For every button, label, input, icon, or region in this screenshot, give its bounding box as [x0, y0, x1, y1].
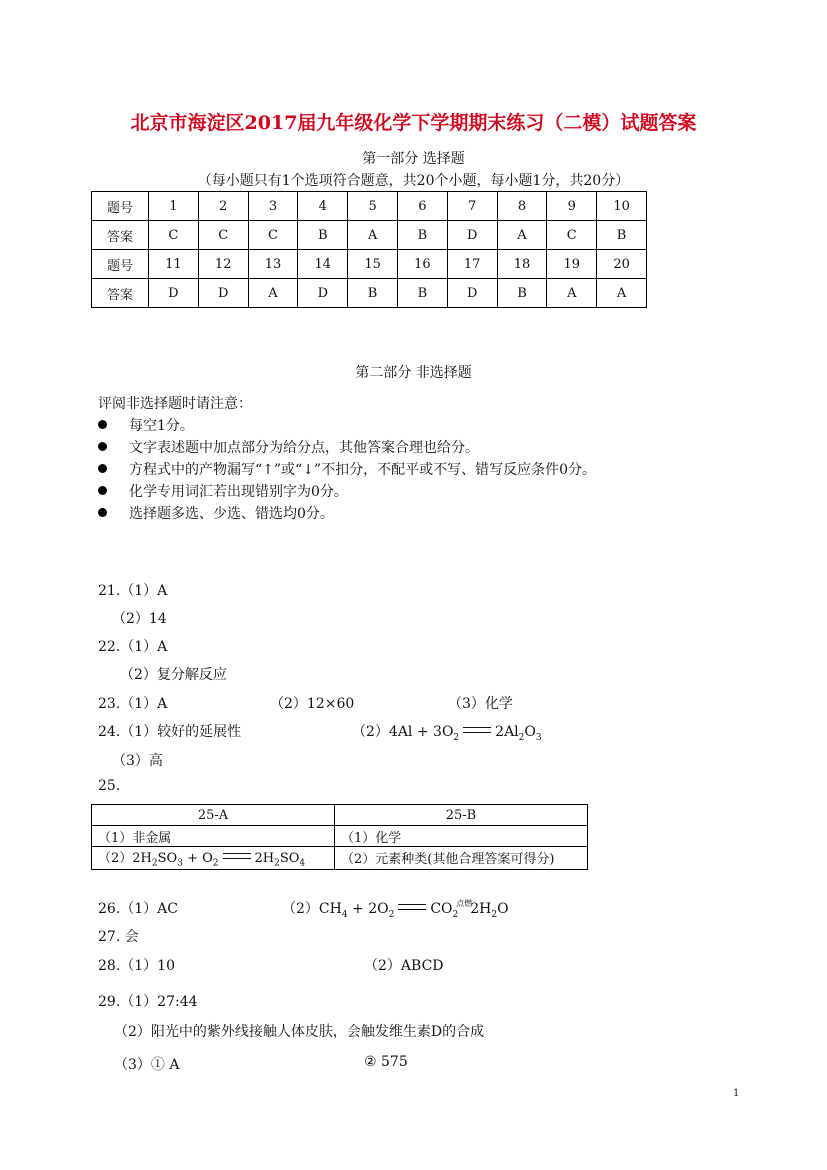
table-cell: （1）化学 — [335, 826, 588, 847]
table-cell: D — [447, 279, 497, 308]
answer-21-1: 21.（1）A — [98, 583, 168, 599]
notes-title: 评阅非选择题时请注意： — [98, 396, 252, 412]
part2-heading: 第二部分 非选择题 — [355, 365, 472, 381]
answer-table — [91, 191, 647, 308]
table-header-25a: 25-A — [92, 805, 335, 826]
table-row — [92, 221, 647, 250]
bullet-icon — [98, 486, 107, 495]
table-cell: （1）非金属 — [92, 826, 335, 847]
table-cell: D — [198, 279, 248, 308]
table-cell: （2）元素种类(其他合理答案可得分) — [335, 847, 588, 870]
table-cell: C — [547, 221, 597, 250]
answer-28-2: （2）ABCD — [364, 958, 444, 974]
answer-29-2: （2）阳光中的紫外线接触人体皮肤，会触发维生素D的合成 — [114, 1024, 485, 1040]
table-cell: B — [597, 221, 647, 250]
equation-equals-line — [223, 853, 251, 859]
table-cell: 15 — [348, 250, 398, 279]
table-cell: 6 — [397, 192, 447, 221]
table-cell: B — [497, 279, 547, 308]
answer-21-2: （2）14 — [112, 611, 167, 627]
bullet-icon — [98, 464, 107, 473]
table-cell: C — [198, 221, 248, 250]
row-label-question: 题号 — [92, 250, 149, 279]
answer-25-label: 25. — [98, 778, 121, 794]
table-row — [92, 805, 588, 826]
table-cell: 18 — [497, 250, 547, 279]
table-cell: 11 — [149, 250, 199, 279]
table-cell: A — [547, 279, 597, 308]
answer-22-1: 22.（1）A — [98, 639, 168, 655]
table-cell: 13 — [248, 250, 298, 279]
part1-heading: 第一部分 选择题 — [362, 151, 465, 167]
equation-equals-line — [463, 727, 491, 733]
table-cell: D — [149, 279, 199, 308]
table-cell: A — [248, 279, 298, 308]
table-cell: 10 — [597, 192, 647, 221]
page-number: 1 — [733, 1088, 740, 1099]
table-cell: D — [298, 279, 348, 308]
bullet-icon — [98, 508, 107, 517]
table-cell: $(2)2H_2SO_3 + O_2$ $2H_2SO_4$ — [92, 847, 335, 870]
table-cell: 19 — [547, 250, 597, 279]
row-label-question: 题号 — [92, 192, 149, 221]
table-row — [92, 847, 588, 870]
table-header-25b: 25-B — [335, 805, 588, 826]
answer-24-2: $(2)4Al + 3O_2$ $2Al_2O_3$ — [352, 724, 542, 743]
table-row — [92, 279, 647, 308]
answer-24-3: （3）高 — [112, 753, 163, 769]
table-cell: 14 — [298, 250, 348, 279]
table-cell: A — [597, 279, 647, 308]
table-row — [92, 250, 647, 279]
answer-29-1: 29.（1）27:44 — [98, 994, 198, 1010]
part1-note: （每小题只有1个选项符合题意，共20个小题，每小题1分，共20分） — [197, 173, 630, 189]
answer-26-1: 26.（1）AC — [98, 901, 178, 917]
table-cell: A — [497, 221, 547, 250]
answer-28-1: 28.（1）10 — [98, 958, 175, 974]
note-item: 每空1分。 — [98, 415, 194, 435]
note-item: 文字表述题中加点部分为给分点，其他答案合理也给分。 — [98, 437, 479, 457]
answer-22-2: （2）复分解反应 — [120, 667, 227, 683]
table-row — [92, 826, 588, 847]
table-cell: 8 — [497, 192, 547, 221]
bullet-icon — [98, 442, 107, 451]
answer-29-4: ② 575 — [364, 1054, 408, 1070]
answer-23-3: （3）化学 — [448, 696, 513, 712]
reaction-condition: 点燃 — [456, 899, 473, 908]
table-cell: B — [348, 279, 398, 308]
table-cell: 2 — [198, 192, 248, 221]
table-cell: B — [298, 221, 348, 250]
table-cell: 20 — [597, 250, 647, 279]
table-cell: B — [397, 279, 447, 308]
bullet-icon — [98, 420, 107, 429]
row-label-answer: 答案 — [92, 221, 149, 250]
table-cell: 12 — [198, 250, 248, 279]
note-item: 选择题多选、少选、错选均0分。 — [98, 503, 334, 523]
answer-26-2: $(2)CH_4 + 2O_2$ $CO_2^{点燃}2H_2O$ — [282, 899, 509, 920]
row-label-answer: 答案 — [92, 279, 149, 308]
answer-24-1: 24.（1）较好的延展性 — [98, 724, 242, 740]
table-25 — [91, 804, 588, 870]
answer-29-3: （3）① A — [114, 1057, 180, 1073]
document-title: 北京市海淀区2017届九年级化学下学期期末练习（二模）试题答案 — [130, 112, 697, 134]
table-cell: 5 — [348, 192, 398, 221]
table-cell: 7 — [447, 192, 497, 221]
table-cell: C — [248, 221, 298, 250]
table-cell: C — [149, 221, 199, 250]
answer-27: 27. 会 — [98, 929, 139, 945]
table-cell: D — [447, 221, 497, 250]
note-item: 化学专用词汇若出现错别字为0分。 — [98, 481, 348, 501]
answer-23-2: （2）12×60 — [270, 696, 355, 712]
table-cell: 3 — [248, 192, 298, 221]
table-cell: A — [348, 221, 398, 250]
table-cell: 16 — [397, 250, 447, 279]
table-row — [92, 192, 647, 221]
table-cell: 9 — [547, 192, 597, 221]
answer-23-1: 23.（1）A — [98, 696, 168, 712]
table-cell: 17 — [447, 250, 497, 279]
table-cell: 1 — [149, 192, 199, 221]
equation-equals-line — [398, 904, 426, 910]
table-cell: 4 — [298, 192, 348, 221]
note-item: 方程式中的产物漏写“↑”或“↓”不扣分，不配平或不写、错写反应条件0分。 — [98, 459, 596, 479]
table-cell: B — [397, 221, 447, 250]
